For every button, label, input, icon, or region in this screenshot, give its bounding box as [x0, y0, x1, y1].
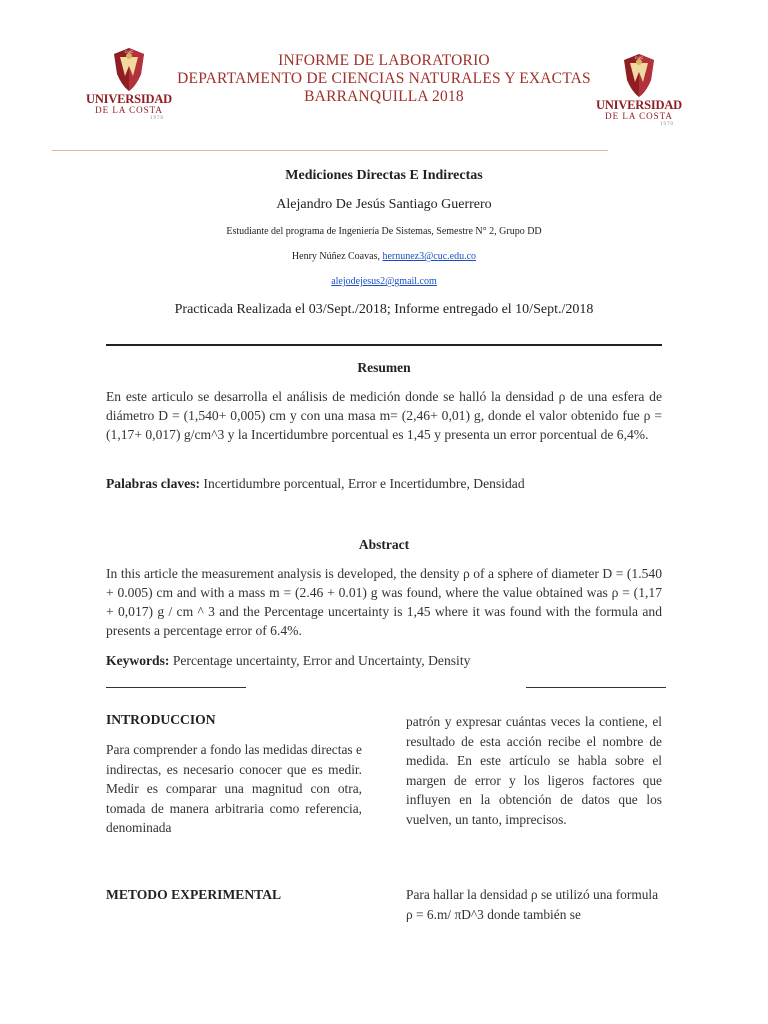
paper-author: Alejandro De Jesús Santiago Guerrero: [276, 197, 492, 212]
header-line-2: DEPARTAMENTO DE CIENCIAS NATURALES Y EXACTAS: [177, 70, 591, 87]
column-divider-right: [526, 687, 666, 688]
logo-sub: DE LA COSTA: [605, 111, 673, 121]
abstract-keywords: [106, 653, 662, 669]
method-text-right: Para hallar la densidad ρ se utilizó una formula ρ = 6.m/ πD^3 donde también se: [406, 887, 659, 922]
university-logo-left: [86, 44, 172, 126]
coauthor-email-link[interactable]: hernunez3@cuc.edu.co: [382, 251, 477, 262]
logo-name: UNIVERSIDAD: [86, 92, 173, 106]
coauthor-name: Henry Núñez Coavas,: [291, 251, 383, 262]
report-header: [150, 52, 618, 106]
logo-sub: DE LA COSTA: [95, 105, 163, 115]
university-logo-right: [596, 50, 682, 132]
header-divider: [52, 150, 608, 151]
coauthor-line: [60, 251, 708, 262]
svg-text:CUC: CUC: [634, 55, 644, 60]
university-shield-icon: [86, 44, 172, 94]
abstract-heading: Abstract: [358, 537, 410, 552]
resumen-keywords: [106, 476, 662, 492]
method-heading: METODO EXPERIMENTAL: [106, 887, 282, 902]
keywords-value: Percentage uncertainty, Error and Uncertainty, Density: [169, 653, 471, 668]
logo-year: 1970: [660, 122, 674, 127]
column-divider-left: [106, 687, 246, 688]
section-divider: [106, 344, 662, 346]
keywords-value: Incertidumbre porcentual, Error e Incertidumbre, Densidad: [200, 476, 525, 491]
logo-name: UNIVERSIDAD: [596, 98, 683, 112]
author-email-line: [60, 276, 708, 287]
student-line: Estudiante del programa de Ingeniería De Sistemas, Semestre N° 2, Grupo DD: [226, 226, 542, 237]
intro-text-right: patrón y expresar cuántas veces la contiene, el resultado de esta acción recibe el nombre de medida. En este artículo se habla sobre el margen de error y los ligeros factores que influyen en la obtención de datos que los vuelven, un tanto, imprecisos.: [406, 714, 662, 827]
logo-year: 1970: [150, 116, 164, 121]
report-dates: Practicada Realizada el 03/Sept./2018; Informe entregado el 10/Sept./2018: [174, 302, 594, 317]
keywords-label: Palabras claves:: [106, 476, 201, 491]
resumen-heading: Resumen: [357, 360, 411, 375]
abstract-text: In this article the measurement analysis is developed, the density ρ of a sphere of diameter D = (1.540 + 0.005) cm and with a mass m = (2.46 + 0.01) g was found, where the value obtained was ρ = (1,17 + 0,017) g / cm ^ 3 and the Percentage uncertainty is 1,45 where it was found with the formula and presents a percentage error of 6.4%.: [106, 566, 662, 638]
intro-text-left: Para comprender a fondo las medidas directas e indirectas, es necesario conocer que es medir. Medir es comparar una magnitud con otra, tomada de manera arbitraria como referencia, denominada: [106, 742, 362, 835]
header-line-1: INFORME DE LABORATORIO: [278, 52, 490, 69]
university-shield-icon: [596, 50, 682, 100]
svg-text:CUC: CUC: [124, 49, 134, 54]
resumen-text: En este articulo se desarrolla el análisis de medición donde se halló la densidad ρ de una esfera de diámetro D = (1,540+ 0,005) cm y con una masa m= (2,46+ 0,01) g, donde el valor obtenido fue ρ = (1,17+ 0,017) g/cm^3 y la Incertidumbre porcentual es 1,45 y presenta un error porcentual de 6,4%.: [106, 389, 662, 442]
intro-heading: INTRODUCCION: [106, 712, 216, 727]
header-line-3: BARRANQUILLA 2018: [304, 88, 464, 105]
author-email-link[interactable]: alejodejesus2@gmail.com: [331, 276, 437, 287]
keywords-label: Keywords:: [106, 653, 170, 668]
paper-title: Mediciones Directas E Indirectas: [285, 168, 483, 183]
